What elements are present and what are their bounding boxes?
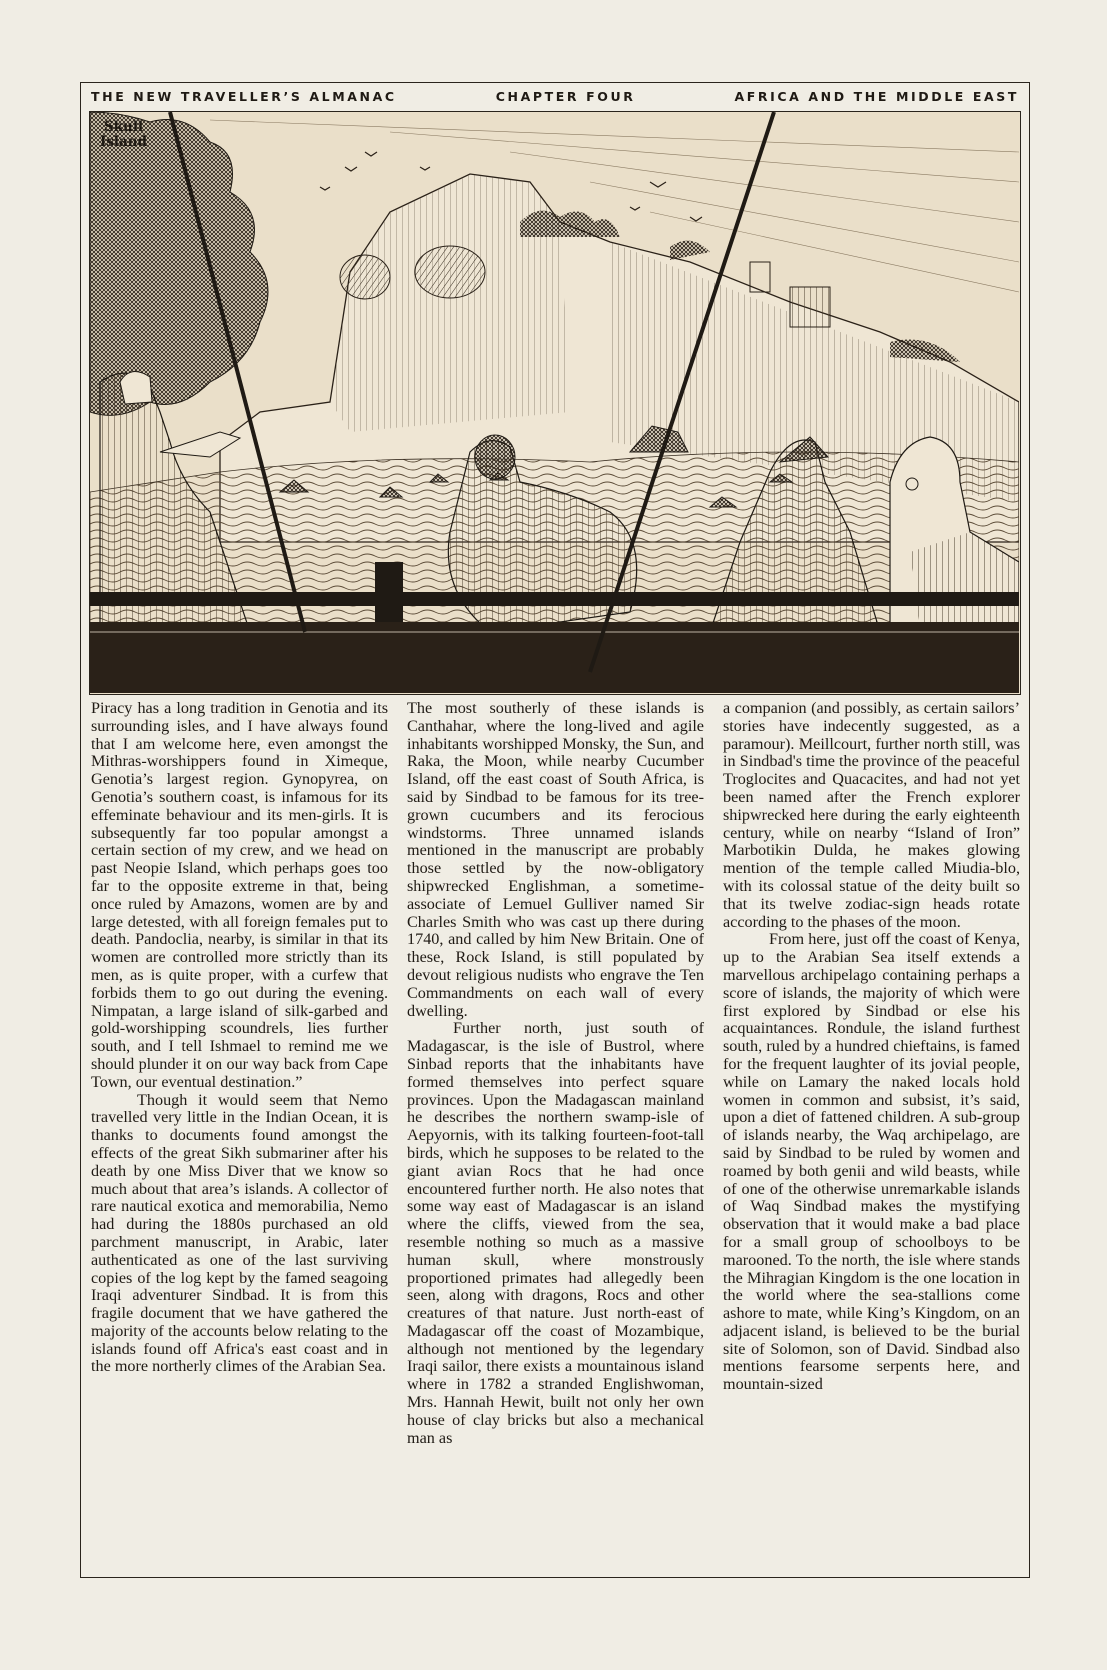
- header-region: AFRICA AND THE MIDDLE EAST: [734, 88, 1019, 104]
- page-frame: [80, 82, 1030, 1578]
- column-2: [407, 700, 704, 1447]
- column-3: [723, 700, 1020, 1447]
- illustration-artwork: [90, 112, 1019, 693]
- paragraph: From here, just off the coast of Kenya, up to the Arabian Sea itself extends a marvellous archipelago containing perhaps a score of islands, the majority of which were first explored by Sindbad or else his acquaintances. Rondule, the island furthest south, ruled by a hundred chieftains, is famed for the frequent laughter of its jovial people, while on Lamary the naked locals hold women in common and subsist, it’s said, upon a diet of fattened children. A sub-group of islands nearby, the Waq archipelago, are said by Sindbad to be ruled by women and roamed by both genii and wild beasts, while of one of the otherwise unremarkable islands of Waq Sindbad makes the mystifying observation that it would make a bad place for a small group of schoolboys to be marooned. To the north, the isle where stands the Mihragian Kingdom is the one location in the world where the sea-stallions come ashore to mate, while King’s Kingdom, on an adjacent island, is believed to be the burial site of Solomon, son of David. Sindbad also mentions fearsome serpents here, and mountain-sized: [723, 930, 1020, 1394]
- paragraph: The most southerly of these islands is Canthahar, where the long-lived and agile inhabitants worshipped Monsky, the Sun, and Raka, the Moon, while nearby Cucumber Island, off the east coast of South Africa, is said by Sindbad to be famous for its tree-grown cucumbers and its ferocious windstorms. Three unnamed islands mentioned in the manuscript are probably those settled by the now-obligatory shipwrecked Englishman, a sometime-associate of Lemuel Gulliver named Sir Charles Smith who was cast up there during 1740, and called by him New Britain. One of these, Rock Island, is still populated by devout religious nudists who engrave the Ten Commandments on each wall of every dwelling.: [407, 699, 704, 1020]
- header-chapter: CHAPTER FOUR: [495, 88, 636, 104]
- caption-line-2: Island: [100, 134, 148, 150]
- caption-line-1: Skull: [103, 119, 144, 135]
- running-header: [81, 83, 1029, 109]
- paragraph: Further north, just south of Madagascar, is the isle of Bustrol, where Sinbad reports that the inhabitants have formed themselves into perfect square provinces. Upon the Madagascan mainland he describes the northern swamp-isle of Aepyornis, with its talking fourteen-foot-tall birds, which he supposes to be related to the giant avian Rocs that he had once encountered further north. He also notes that some way east of Madagascar is an island where the cliffs, viewed from the sea, resemble nothing so much as a massive human skull, where monstrously proportioned primates had allegedly been seen, along with dragons, Rocs and other creatures of that nature. Just north-east of Madagascar off the coast of Mozambique, although not mentioned by the legendary Iraqi sailor, there exists a mountainous island where in 1782 a stranded Englishwoman, Mrs. Hannah Hewit, built not only her own house of clay bricks but also a mechanical man as: [407, 1019, 704, 1447]
- illustration-caption: [100, 120, 147, 150]
- skull-island-illustration: [89, 111, 1021, 695]
- paragraph: Piracy has a long tradition in Genotia and its surrounding isles, and I have always found that I am welcome here, even amongst the Mithras-worshippers found in Ximeque, Genotia’s largest region. Gynopyrea, on Genotia’s southern coast, is infamous for its effeminate behaviour and its men-girls. It is subsequently far too popular amongst a certain section of my crew, and we head on past Neopie Island, which perhaps goes too far to the opposite extreme in that, being once ruled by Amazons, women are by and large detested, with all foreign females put to death. Pandoclia, nearby, is similar in that its women are controlled more strictly than its men, as is quite proper, with a curfew that forbids them to go out during the evening. Nimpatan, a large island of silk-garbed and gold-worshipping scoundrels, lies further south, and I tell Ishmael to remind me we should plunder it on our way back from Cape Town, our eventual destination.”: [91, 699, 388, 1091]
- column-1: [91, 700, 388, 1447]
- text-columns: [91, 700, 1021, 1447]
- paragraph: a companion (and possibly, as certain sailors’ stories have indecently suggested, as a paramour). Meillcourt, further north still, was in Sindbad's time the province of the peaceful Troglocites and Quacacites, and had not yet been named after the French explorer shipwrecked here during the early eighteenth century, while on nearby “Island of Iron” Marbotikin Dulda, he makes glowing mention of the temple called Miudia-blo, with its colossal statue of the deity built so that its twelve zodiac-sign heads rotate according to the phases of the moon.: [723, 699, 1020, 931]
- header-book-title: THE NEW TRAVELLER’S ALMANAC: [91, 88, 397, 104]
- paragraph: Though it would seem that Nemo travelled very little in the Indian Ocean, it is thanks to documents found amongst the effects of the great Sikh submariner after his death by one Miss Diver that we know so much about that area’s islands. A collector of rare nautical exotica and memorabilia, Nemo had during the 1880s purchased an old parchment manuscript, in Arabic, later authenticated as one of the last surviving copies of the log kept by the famed seagoing Iraqi adventurer Sindbad. It is from this fragile document that we have gathered the majority of the accounts below relating to the islands found off Africa's east coast and in the more northerly climes of the Arabian Sea.: [91, 1090, 388, 1376]
